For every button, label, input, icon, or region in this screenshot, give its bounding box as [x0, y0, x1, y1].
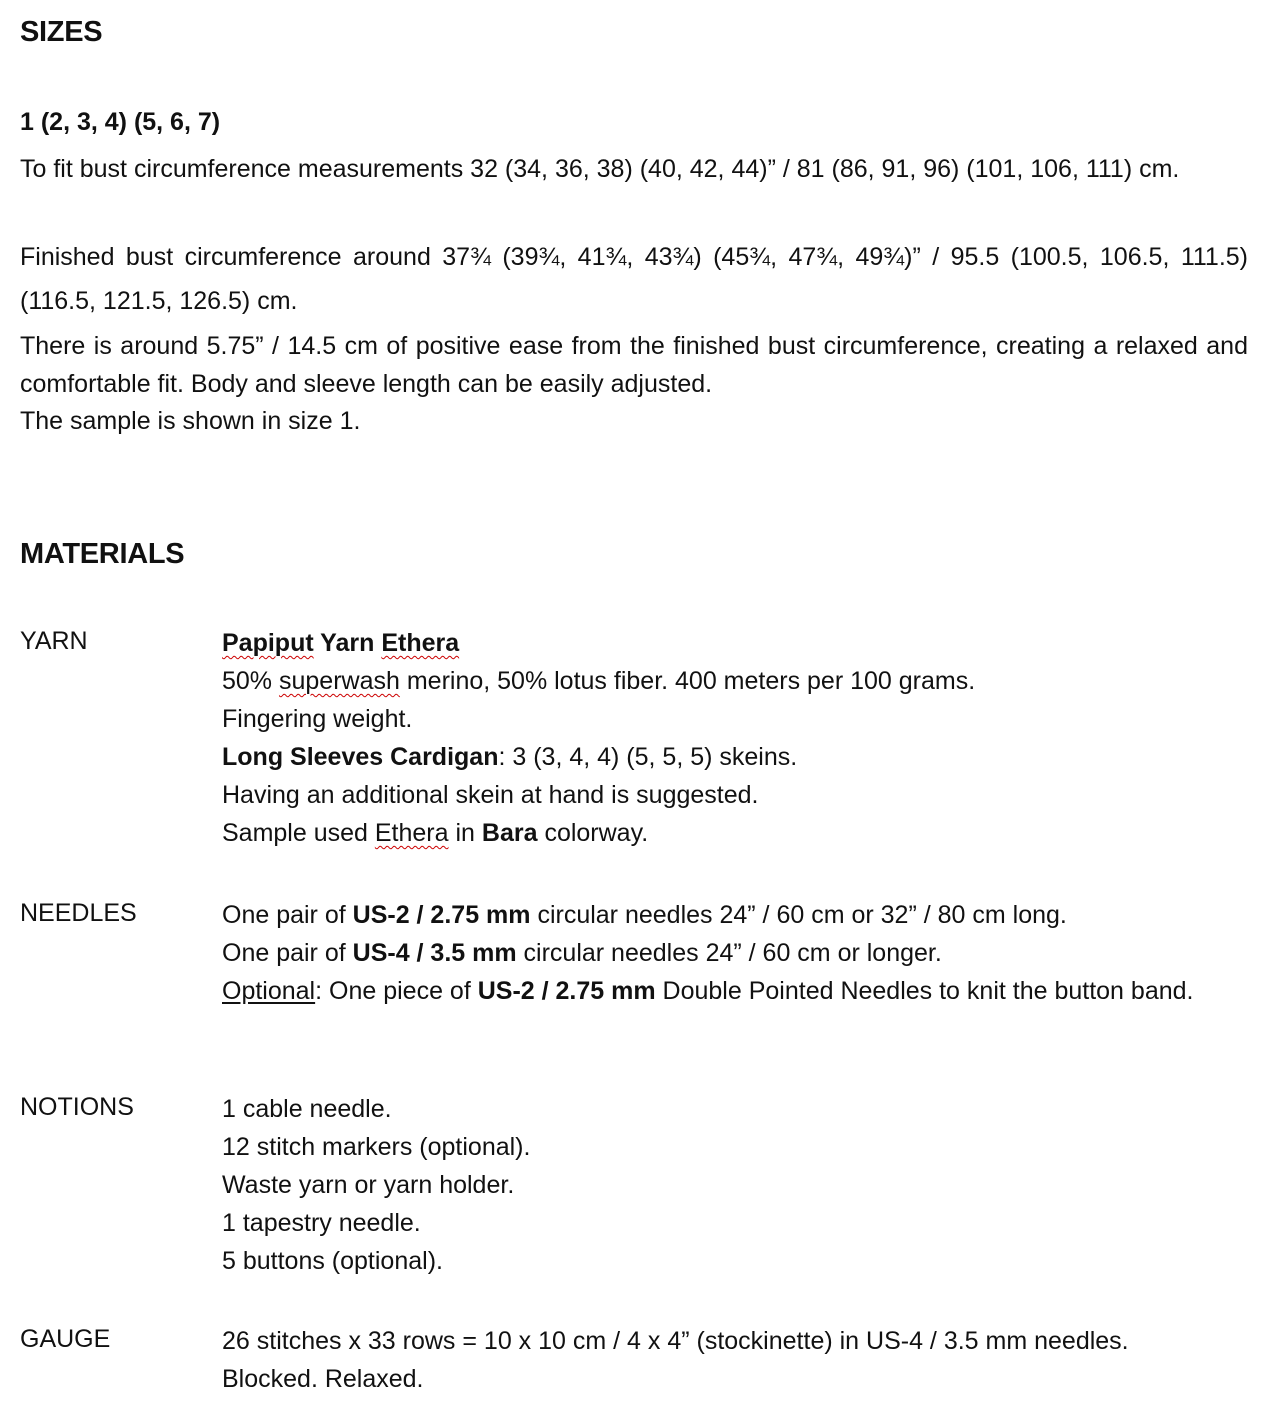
ease-description: There is around 5.75” / 14.5 cm of positive ease from the finished bust circumference, creating a relaxed and comfortable fit. Body and sleeve length can be easily adjusted.	[20, 332, 1248, 398]
notion-item: 1 cable needle.	[222, 1095, 392, 1123]
needles-line-1: One pair of US-2 / 2.75 mm circular needles 24” / 60 cm or 32” / 80 cm long.	[222, 901, 1067, 929]
fit-measurements: To fit bust circumference measurements 32 (34, 36, 38) (40, 42, 44)” / 81 (86, 91, 96) (101, 106, 111) cm.	[20, 155, 1180, 183]
notion-item: 12 stitch markers (optional).	[222, 1133, 531, 1161]
yarn-fiber: 50% superwash merino, 50% lotus fiber. 400 meters per 100 grams.	[222, 667, 976, 695]
yarn-sample: Sample used Ethera in Bara colorway.	[222, 819, 649, 847]
finished-measurements: Finished bust circumference around 37¾ (39¾, 41¾, 43¾) (45¾, 47¾, 49¾)” / 95.5 (100.5, 106.5, 111.5) (116.5, 121.5, 126.5) cm.	[20, 243, 1248, 315]
yarn-line: Ethera	[381, 629, 460, 657]
sample-size-note: The sample is shown in size 1.	[20, 407, 361, 435]
size-list: 1 (2, 3, 4) (5, 6, 7)	[20, 108, 221, 136]
yarn-amount: Long Sleeves Cardigan: 3 (3, 4, 4) (5, 5, 5) skeins.	[222, 743, 798, 771]
gauge-details	[222, 1322, 1252, 1398]
notions-list	[222, 1090, 1252, 1280]
needles-details	[222, 896, 1252, 1011]
yarn-name: Papiput Yarn Ethera	[222, 629, 460, 657]
yarn-weight: Fingering weight.	[222, 705, 413, 733]
materials-heading: MATERIALS	[20, 538, 185, 570]
yarn-label: YARN	[20, 627, 88, 655]
yarn-extra-note: Having an additional skein at hand is suggested.	[222, 781, 759, 809]
notions-label: NOTIONS	[20, 1093, 134, 1121]
notion-item: Waste yarn or yarn holder.	[222, 1171, 515, 1199]
notion-item: 1 tapestry needle.	[222, 1209, 421, 1237]
gauge-line-1: 26 stitches x 33 rows = 10 x 10 cm / 4 x 4” (stockinette) in US-4 / 3.5 mm needles.	[222, 1327, 1129, 1355]
needles-line-2: One pair of US-4 / 3.5 mm circular needles 24” / 60 cm or longer.	[222, 939, 942, 967]
needles-line-3: Optional: One piece of US-2 / 2.75 mm Double Pointed Needles to knit the button band.	[222, 977, 1194, 1005]
gauge-line-2: Blocked. Relaxed.	[222, 1365, 424, 1393]
needles-label: NEEDLES	[20, 899, 137, 927]
yarn-details	[222, 624, 1252, 852]
yarn-brand: Papiput	[222, 629, 314, 657]
notion-item: 5 buttons (optional).	[222, 1247, 443, 1275]
gauge-label: GAUGE	[20, 1325, 111, 1353]
sizes-heading: SIZES	[20, 16, 103, 48]
